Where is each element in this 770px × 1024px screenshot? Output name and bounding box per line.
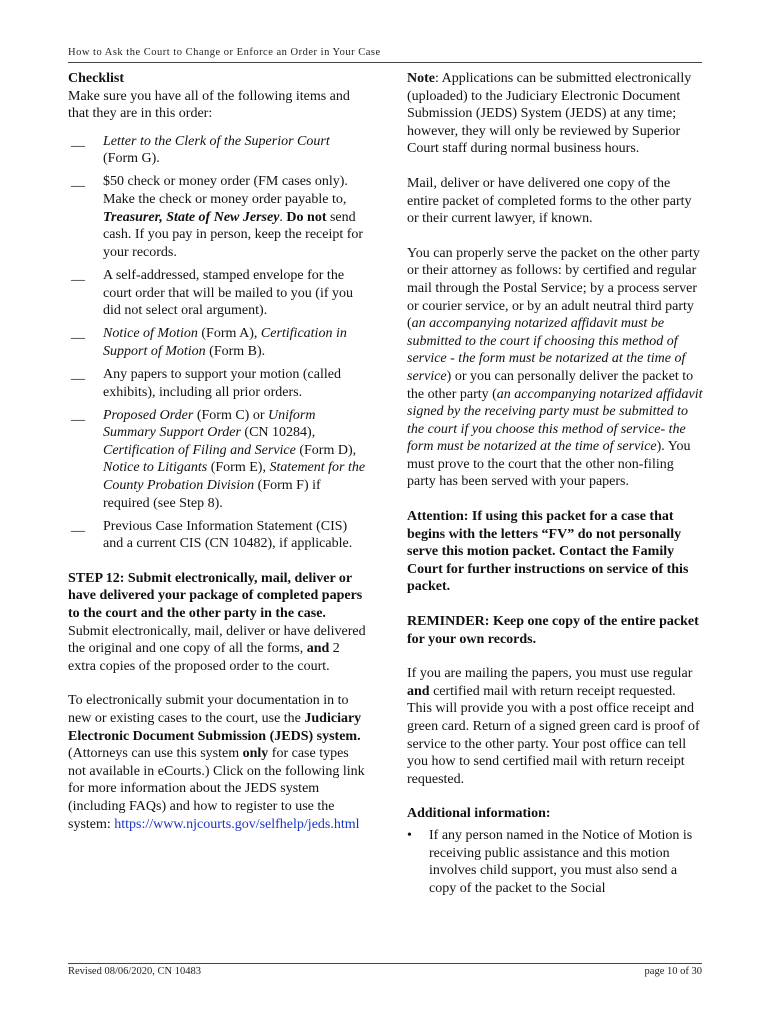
additional-info-list (407, 827, 703, 897)
checklist-item: __ Any papers to support your motion (called exhibits), including all prior orders. (71, 366, 341, 400)
bullet-icon: • (407, 827, 412, 843)
page-number: page 10 of 30 (644, 966, 702, 977)
service-paragraph: You can properly serve the packet on the other party or their attorney as follows: by certified and regular mail through the Postal Service; by a process server or courier service, or by an adult neutral third party (an accompanying notarized affidavit must be submitted to the court if choosing this method of service - the form must be notarized at the time of service) or you can personally deliver the packet to the other party (an accompanying notarized affidavit signed by the receiving party must be submitted to the court if you choose this method of service- the form must be notarized at the time of service). You must prove to the court that the other non-filing party has been served with your papers. (407, 245, 703, 490)
step12-heading: STEP 12: Submit electronically, mail, deliver or have delivered your package of completed papers to the court and the other party in the case. (68, 570, 363, 622)
step12-paragraph-jeds: To electronically submit your documentation in to new or existing cases to the court, use the Judiciary Electronic Document Submission (JEDS) system. (Attorneys can use this system only for case types not available in eCourts.) Click on the following link for more information about the JEDS system (including FAQs) and how to register to use the system: https://www.njcourts.gov/selfhelp/jeds.html (68, 693, 365, 832)
right-column (407, 70, 703, 897)
running-header: How to Ask the Court to Change or Enforce an Order in Your Case (68, 47, 381, 58)
footer-divider (68, 963, 702, 964)
left-column (68, 70, 366, 833)
list-item: • If any person named in the Notice of Motion is receiving public assistance and this motion involves child support, you must also send a copy of the packet to the Social (407, 827, 693, 896)
checklist-item: __ Letter to the Clerk of the Superior Court (Form G). (71, 133, 330, 167)
checkbox-blank: __ (71, 267, 85, 283)
mailing-paragraph: If you are mailing the papers, you must use regular and certified mail with return receipt requested. This will provide you with a post office receipt and green card. Return of a signed green card is proof of service to the other party. Your post office can tell you how to send certified mail with return receipt requested. (407, 666, 700, 787)
checklist-item: __ Previous Case Information Statement (CIS) and a current CIS (CN 10482), if applicable. (71, 518, 353, 552)
note-paragraph: Note: Applications can be submitted electronically (uploaded) to the Judiciary Electronic Document Submission (JEDS) System (JEDS) at any time; however, they will only be reviewed by Superior Court staff during normal business hours. (407, 71, 692, 157)
checklist-item: __ $50 check or money order (FM cases only). Make the check or money order payable to, Treasurer, State of New Jersey. Do not send cash. If you pay in person, keep the receipt for your records. (71, 174, 364, 260)
step12-paragraph-submit: Submit electronically, mail, deliver or have delivered the original and one copy of all the forms, and 2 extra copies of the proposed order to the court. (68, 623, 366, 674)
checklist (68, 133, 366, 553)
attention-notice: Attention: If using this packet for a case that begins with the letters “FV” do not personally serve this motion packet. Contact the Family Court for further instructions on service of this packet. (407, 509, 689, 595)
checkbox-blank: __ (71, 407, 85, 423)
jeds-link[interactable]: https://www.njcourts.gov/selfhelp/jeds.html (114, 816, 360, 832)
checkbox-blank: __ (71, 518, 85, 534)
checkbox-blank: __ (71, 174, 85, 190)
mail-copy-paragraph: Mail, deliver or have delivered one copy of the entire packet of completed forms to the other party or their current lawyer, if known. (407, 175, 692, 227)
checklist-item: __ A self-addressed, stamped envelope for the court order that will be mailed to you (if you did not select oral argument). (71, 267, 353, 319)
checklist-item: __ Notice of Motion (Form A), Certification in Support of Motion (Form B). (71, 326, 347, 359)
checklist-item: __ Proposed Order (Form C) or Uniform Summary Support Order (CN 10284), Certification of Filing and Service (Form D), Notice to Litigants (Form E), Statement for the County Probation Division (Form F) if required (see Step 8). (71, 407, 366, 511)
checkbox-blank: __ (71, 366, 85, 382)
checklist-intro: Make sure you have all of the following items and that they are in this order: (68, 88, 350, 122)
header-divider (68, 62, 702, 63)
checklist-title: Checklist (68, 71, 124, 86)
reminder-notice: REMINDER: Keep one copy of the entire packet for your own records. (407, 614, 699, 647)
revision-label: Revised 08/06/2020, CN 10483 (68, 966, 201, 977)
additional-info-heading: Additional information: (407, 806, 551, 822)
checkbox-blank: __ (71, 133, 85, 149)
checkbox-blank: __ (71, 326, 85, 342)
